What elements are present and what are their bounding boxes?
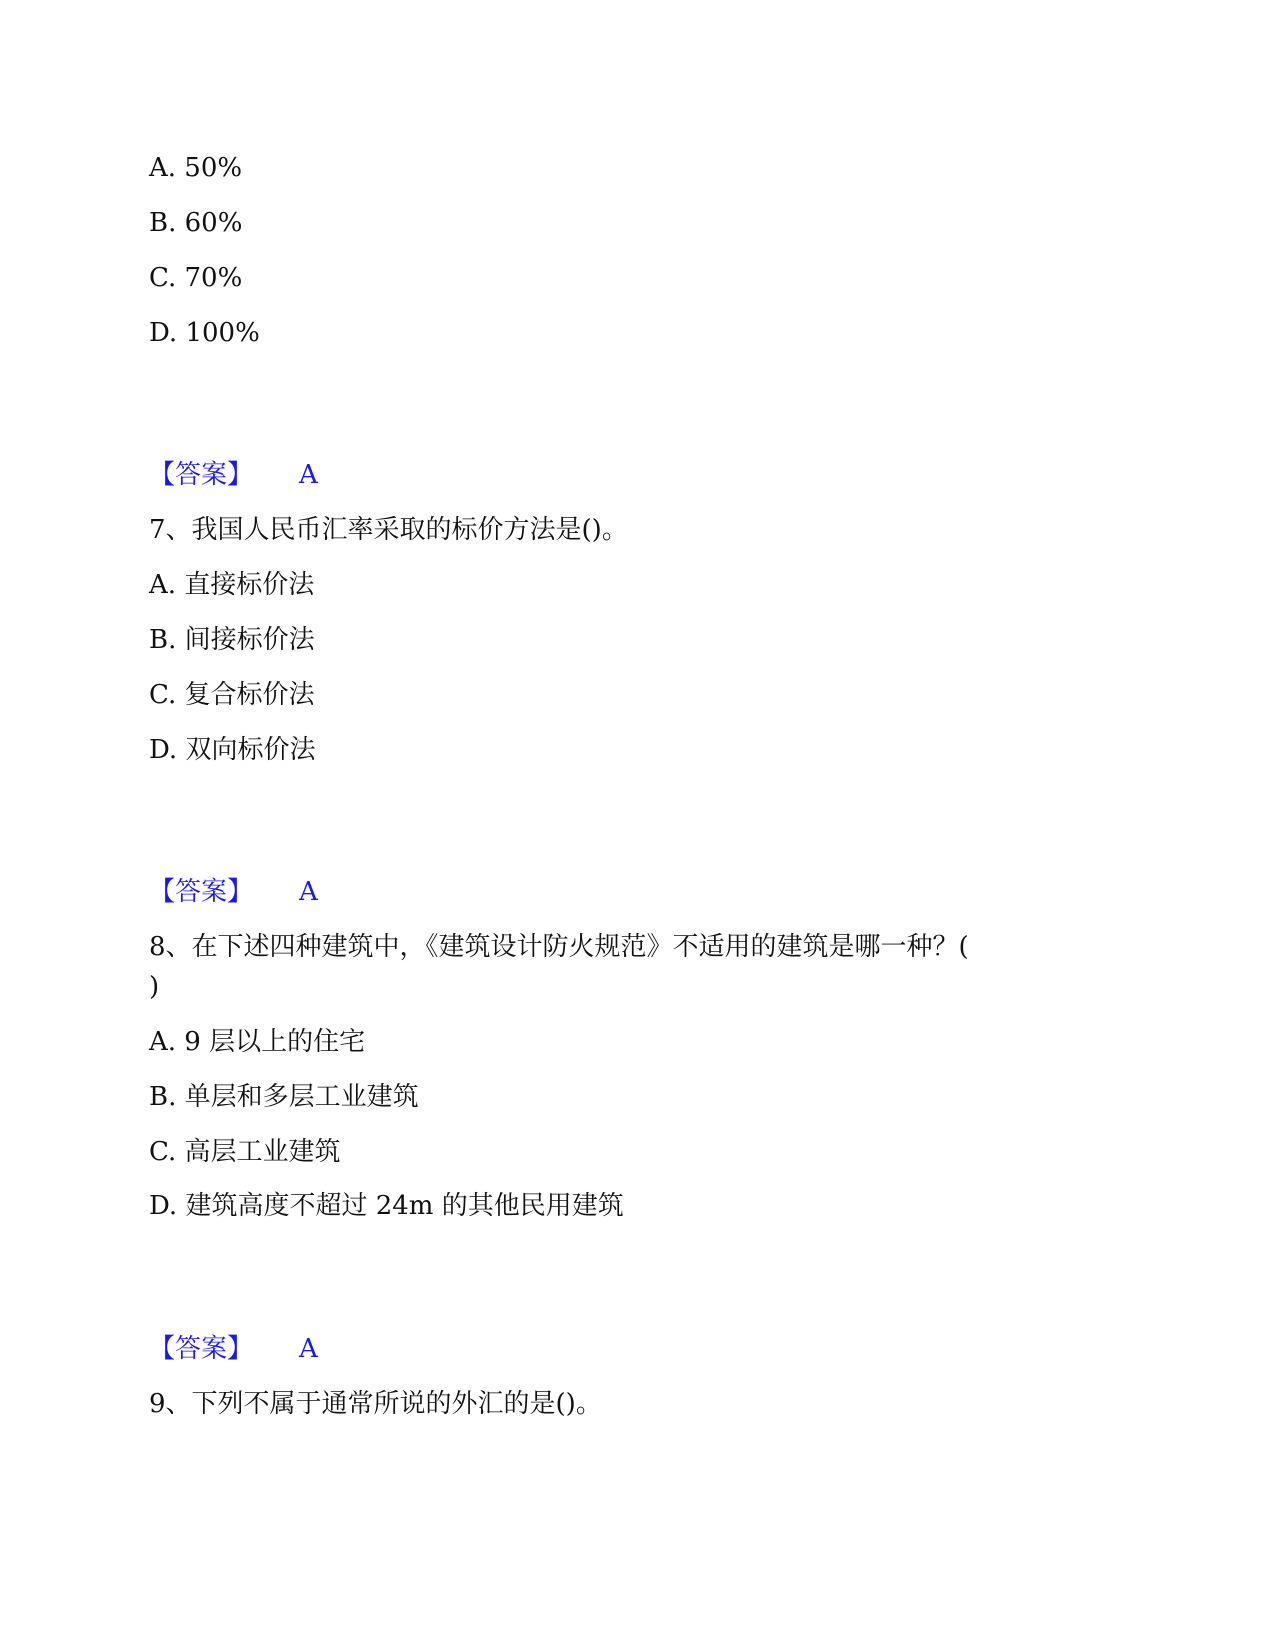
- q6-option-d: D. 100%: [149, 318, 260, 348]
- answer-value: A: [299, 1334, 318, 1364]
- q7-option-a: A. 直接标价法: [149, 570, 315, 600]
- q7-answer: [149, 876, 318, 908]
- q8-option-d: D. 建筑高度不超过 24m 的其他民用建筑: [149, 1191, 624, 1221]
- q6-option-b: B. 60%: [149, 208, 243, 238]
- answer-value: A: [299, 877, 318, 907]
- q8-option-a: A. 9 层以上的住宅: [149, 1027, 366, 1057]
- answer-value: A: [299, 460, 318, 490]
- q8-answer: [149, 1333, 318, 1365]
- q8-question-line2: ): [149, 972, 160, 1002]
- answer-label: 【答案】: [149, 877, 254, 907]
- q7-option-d: D. 双向标价法: [149, 735, 316, 765]
- q6-option-c: C. 70%: [149, 263, 243, 293]
- q8-option-b: B. 单层和多层工业建筑: [149, 1082, 419, 1112]
- answer-label: 【答案】: [149, 1334, 254, 1364]
- q8-question-line1: 8、在下述四种建筑中，《建筑设计防火规范》不适用的建筑是哪一种？(: [149, 932, 969, 962]
- q6-option-a: A. 50%: [149, 153, 243, 183]
- q6-answer: [149, 459, 318, 491]
- q7-option-c: C. 复合标价法: [149, 680, 315, 710]
- q9-question: 9、下列不属于通常所说的外汇的是()。: [149, 1389, 602, 1419]
- q7-option-b: B. 间接标价法: [149, 625, 315, 655]
- q7-question: 7、我国人民币汇率采取的标价方法是()。: [149, 515, 628, 545]
- answer-label: 【答案】: [149, 460, 254, 490]
- q8-option-c: C. 高层工业建筑: [149, 1137, 341, 1167]
